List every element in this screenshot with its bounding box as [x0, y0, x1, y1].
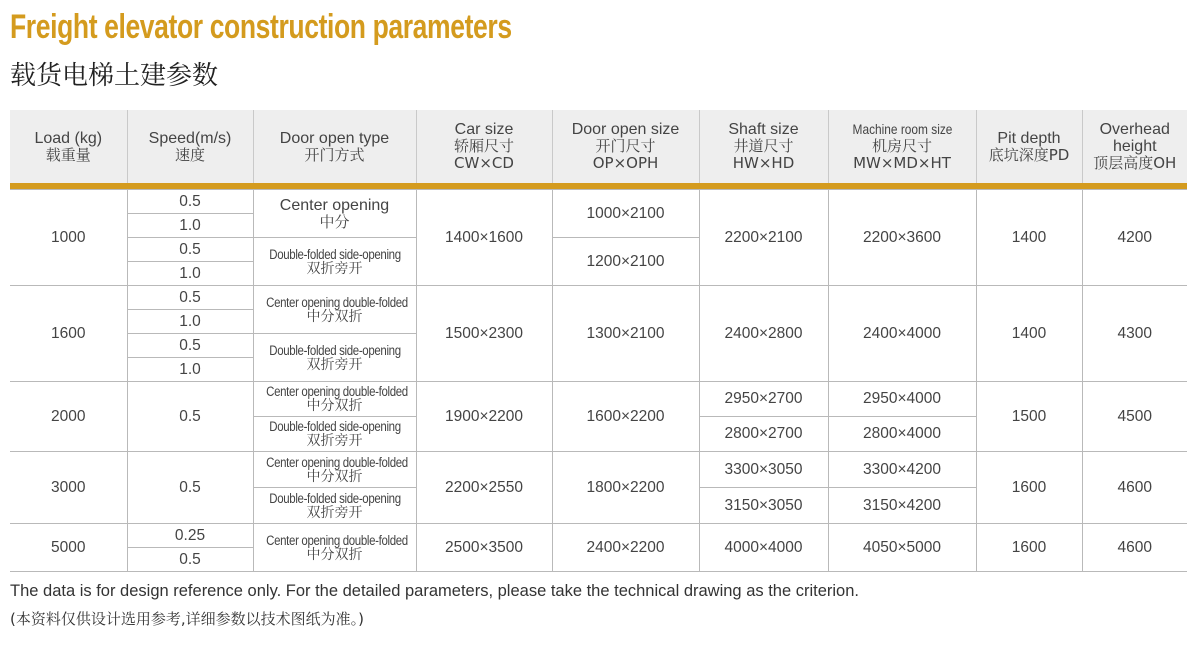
car-size-cell: 1400×1600: [416, 190, 552, 286]
shaft-size-cell: 3150×3050: [699, 488, 828, 524]
header-car-size: Car size 轿厢尺寸 CW×CD: [416, 110, 552, 183]
header-speed: Speed(m/s) 速度: [127, 110, 253, 183]
speed-cell: 1.0: [127, 214, 253, 238]
door-type-cell: Double-folded side-opening 双折旁开: [253, 334, 416, 382]
load-cell: 1000: [10, 190, 127, 286]
speed-cell: 0.5: [127, 334, 253, 358]
footnote-cn: (本资料仅供设计选用参考,详细参数以技术图纸为准。): [10, 610, 364, 628]
machine-room-cell: 2200×3600: [828, 190, 976, 286]
speed-cell: 0.5: [127, 382, 253, 452]
shaft-size-cell: 3300×3050: [699, 452, 828, 488]
door-size-cell: 1200×2100: [552, 238, 699, 286]
door-type-cell: Double-folded side-opening 双折旁开: [253, 238, 416, 286]
page-subtitle: 载货电梯土建参数: [10, 61, 219, 91]
speed-cell: 0.5: [127, 548, 253, 572]
speed-cell: 1.0: [127, 358, 253, 382]
machine-room-cell: 4050×5000: [828, 524, 976, 572]
speed-cell: 0.5: [127, 238, 253, 262]
machine-room-cell: 2800×4000: [828, 417, 976, 452]
speed-cell: 0.25: [127, 524, 253, 548]
speed-cell: 0.5: [127, 286, 253, 310]
machine-room-cell: 2950×4000: [828, 382, 976, 417]
machine-room-cell: 2400×4000: [828, 286, 976, 382]
table-row: [10, 382, 1187, 417]
load-cell: 2000: [10, 382, 127, 452]
door-type-cell: Double-folded side-opening 双折旁开: [253, 488, 416, 524]
header-pit-depth: Pit depth 底坑深度PD: [976, 110, 1082, 183]
header-door-size: Door open size 开门尺寸 OP×OPH: [552, 110, 699, 183]
speed-cell: 1.0: [127, 262, 253, 286]
car-size-cell: 1500×2300: [416, 286, 552, 382]
door-size-cell: 1800×2200: [552, 452, 699, 524]
shaft-size-cell: 2950×2700: [699, 382, 828, 417]
door-type-cell: Center opening double-folded 中分双折: [253, 524, 416, 572]
door-size-cell: 1300×2100: [552, 286, 699, 382]
shaft-size-cell: 4000×4000: [699, 524, 828, 572]
header-load: Load (kg) 载重量: [10, 110, 127, 183]
header-door-type: Door open type 开门方式: [253, 110, 416, 183]
pit-depth-cell: 1600: [976, 452, 1082, 524]
overhead-cell: 4200: [1082, 190, 1187, 286]
door-type-cell: Center opening double-folded 中分双折: [253, 286, 416, 334]
shaft-size-cell: 2800×2700: [699, 417, 828, 452]
header-machine-room: Machine room size 机房尺寸 MW×MD×HT: [828, 110, 976, 183]
table-row: [10, 190, 1187, 214]
machine-room-cell: 3300×4200: [828, 452, 976, 488]
load-cell: 3000: [10, 452, 127, 524]
table-header: [10, 110, 1187, 183]
parameters-table: [10, 110, 1187, 572]
car-size-cell: 1900×2200: [416, 382, 552, 452]
shaft-size-cell: 2400×2800: [699, 286, 828, 382]
door-type-cell: Double-folded side-opening 双折旁开: [253, 417, 416, 452]
pit-depth-cell: 1400: [976, 286, 1082, 382]
table-row: [10, 452, 1187, 488]
load-cell: 1600: [10, 286, 127, 382]
door-size-cell: 1000×2100: [552, 190, 699, 238]
load-cell: 5000: [10, 524, 127, 572]
speed-cell: 0.5: [127, 452, 253, 524]
pit-depth-cell: 1500: [976, 382, 1082, 452]
car-size-cell: 2200×2550: [416, 452, 552, 524]
overhead-cell: 4600: [1082, 524, 1187, 572]
speed-cell: 1.0: [127, 310, 253, 334]
footnote-en: The data is for design reference only. For the detailed parameters, please take the technical drawing as the criterion.: [10, 582, 859, 600]
door-type-cell: Center opening 中分: [253, 190, 416, 238]
header-overhead: Overhead height 顶层高度OH: [1082, 110, 1187, 183]
table-row: [10, 286, 1187, 310]
overhead-cell: 4600: [1082, 452, 1187, 524]
machine-room-cell: 3150×4200: [828, 488, 976, 524]
car-size-cell: 2500×3500: [416, 524, 552, 572]
header-shaft-size: Shaft size 井道尺寸 HW×HD: [699, 110, 828, 183]
table-row: [10, 524, 1187, 548]
overhead-cell: 4300: [1082, 286, 1187, 382]
pit-depth-cell: 1400: [976, 190, 1082, 286]
speed-cell: 0.5: [127, 190, 253, 214]
door-size-cell: 2400×2200: [552, 524, 699, 572]
shaft-size-cell: 2200×2100: [699, 190, 828, 286]
pit-depth-cell: 1600: [976, 524, 1082, 572]
door-type-cell: Center opening double-folded 中分双折: [253, 452, 416, 488]
door-size-cell: 1600×2200: [552, 382, 699, 452]
overhead-cell: 4500: [1082, 382, 1187, 452]
door-type-cell: Center opening double-folded 中分双折: [253, 382, 416, 417]
page-title: Freight elevator construction parameters: [10, 8, 512, 46]
